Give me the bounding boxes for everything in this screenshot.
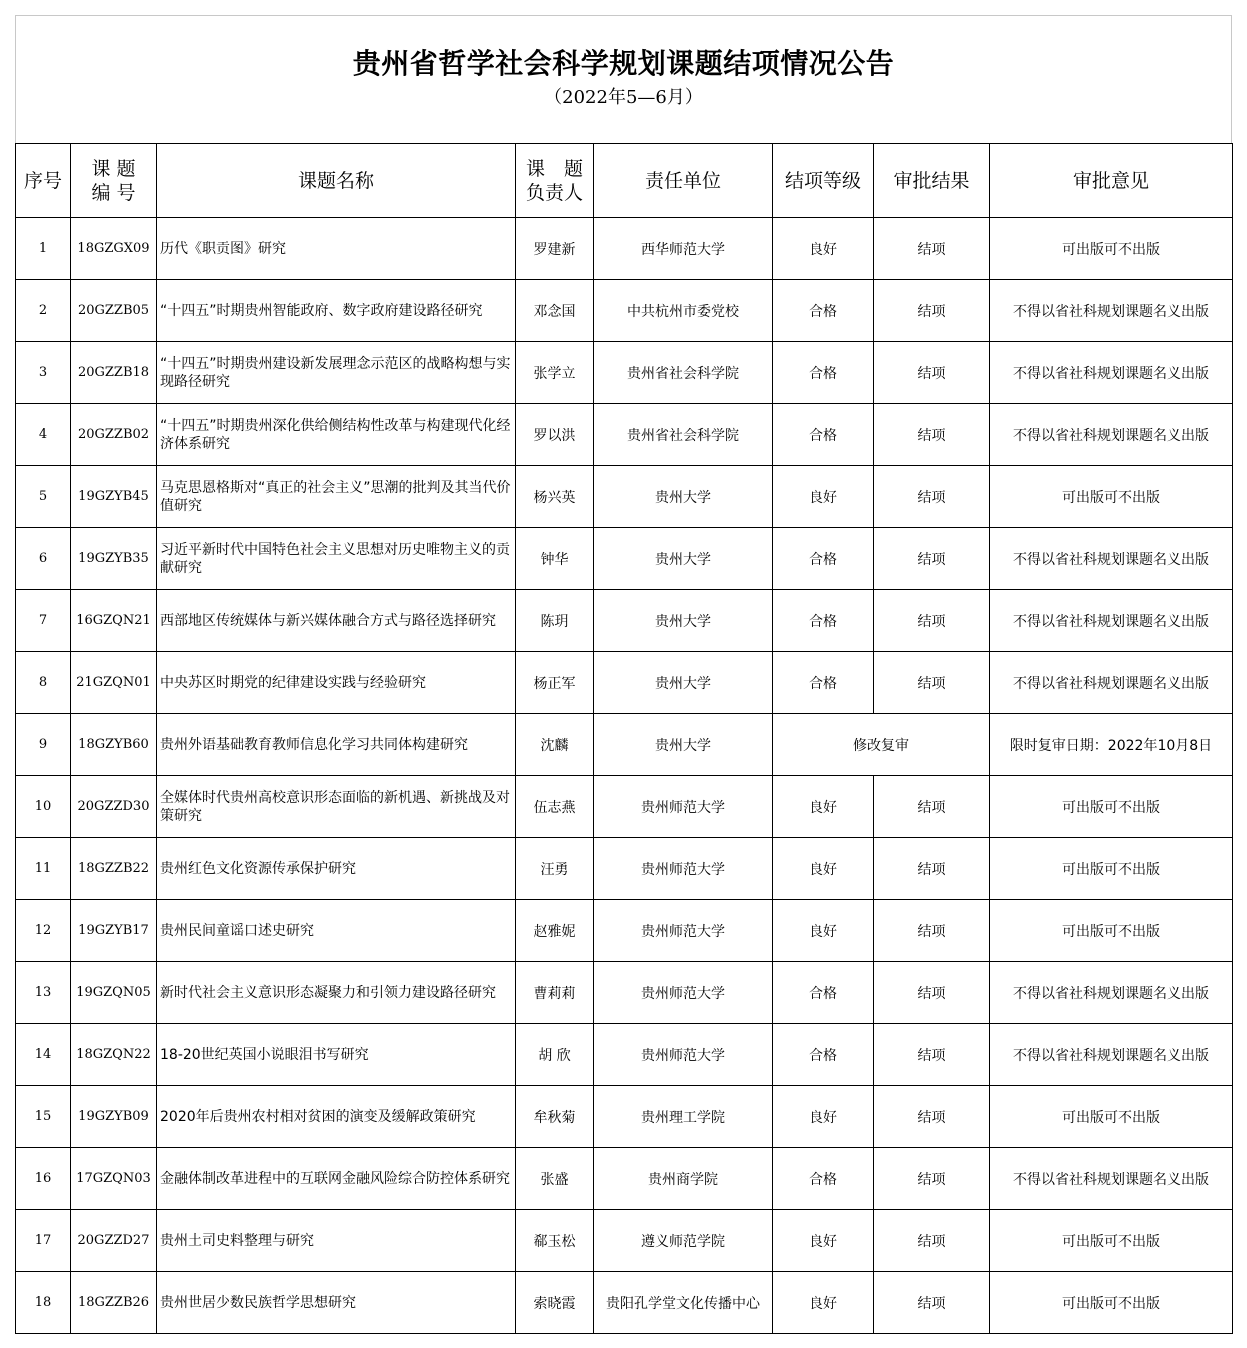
table-row bbox=[16, 652, 1233, 714]
table-row bbox=[16, 590, 1233, 652]
cell-opinion: 可出版可不出版 bbox=[990, 1272, 1233, 1334]
cell-code: 19GZQN05 bbox=[71, 962, 157, 1024]
cell-name: 贵州红色文化资源传承保护研究 bbox=[157, 838, 516, 900]
page-title: 贵州省哲学社会科学规划课题结项情况公告 bbox=[352, 47, 895, 80]
table-header-row bbox=[16, 144, 1233, 218]
cell-leader: 罗以洪 bbox=[516, 404, 594, 466]
cell-result: 结项 bbox=[874, 776, 990, 838]
cell-name: 贵州民间童谣口述史研究 bbox=[157, 900, 516, 962]
cell-opinion: 可出版可不出版 bbox=[990, 1210, 1233, 1272]
cell-leader: 赵雅妮 bbox=[516, 900, 594, 962]
cell-opinion: 可出版可不出版 bbox=[990, 776, 1233, 838]
cell-opinion: 可出版可不出版 bbox=[990, 218, 1233, 280]
header-code: 课 题 编 号 bbox=[71, 144, 157, 218]
cell-grade: 合格 bbox=[773, 280, 874, 342]
cell-grade: 良好 bbox=[773, 1210, 874, 1272]
cell-seq: 4 bbox=[16, 404, 71, 466]
cell-name: “十四五”时期贵州建设新发展理念示范区的战略构想与实现路径研究 bbox=[157, 342, 516, 404]
table-row bbox=[16, 1272, 1233, 1334]
cell-result: 结项 bbox=[874, 1272, 990, 1334]
cell-unit: 贵州师范大学 bbox=[594, 776, 773, 838]
cell-opinion: 不得以省社科规划课题名义出版 bbox=[990, 404, 1233, 466]
cell-seq: 6 bbox=[16, 528, 71, 590]
table-row bbox=[16, 1148, 1233, 1210]
cell-result: 结项 bbox=[874, 280, 990, 342]
cell-grade: 良好 bbox=[773, 218, 874, 280]
cell-leader: 罗建新 bbox=[516, 218, 594, 280]
cell-unit: 贵州大学 bbox=[594, 528, 773, 590]
cell-code: 21GZQN01 bbox=[71, 652, 157, 714]
cell-result: 结项 bbox=[874, 1210, 990, 1272]
cell-name: 全媒体时代贵州高校意识形态面临的新机遇、新挑战及对策研究 bbox=[157, 776, 516, 838]
cell-unit: 贵州大学 bbox=[594, 714, 773, 776]
cell-result: 结项 bbox=[874, 590, 990, 652]
cell-leader: 牟秋菊 bbox=[516, 1086, 594, 1148]
table-row bbox=[16, 962, 1233, 1024]
cell-code: 18GZYB60 bbox=[71, 714, 157, 776]
cell-opinion: 不得以省社科规划课题名义出版 bbox=[990, 280, 1233, 342]
cell-unit: 贵州大学 bbox=[594, 652, 773, 714]
cell-unit: 贵州大学 bbox=[594, 466, 773, 528]
cell-grade: 合格 bbox=[773, 342, 874, 404]
cell-name: 18-20世纪英国小说眼泪书写研究 bbox=[157, 1024, 516, 1086]
cell-unit: 贵州商学院 bbox=[594, 1148, 773, 1210]
cell-code: 18GZZB22 bbox=[71, 838, 157, 900]
cell-seq: 12 bbox=[16, 900, 71, 962]
table-row bbox=[16, 900, 1233, 962]
cell-seq: 5 bbox=[16, 466, 71, 528]
cell-grade: 合格 bbox=[773, 590, 874, 652]
cell-leader: 钟华 bbox=[516, 528, 594, 590]
cell-seq: 9 bbox=[16, 714, 71, 776]
cell-leader: 张学立 bbox=[516, 342, 594, 404]
cell-opinion: 不得以省社科规划课题名义出版 bbox=[990, 652, 1233, 714]
cell-result: 结项 bbox=[874, 342, 990, 404]
cell-name: 2020年后贵州农村相对贫困的演变及缓解政策研究 bbox=[157, 1086, 516, 1148]
cell-opinion: 限时复审日期：2022年10月8日 bbox=[990, 714, 1233, 776]
cell-leader: 曹莉莉 bbox=[516, 962, 594, 1024]
cell-opinion: 可出版可不出版 bbox=[990, 466, 1233, 528]
cell-opinion: 可出版可不出版 bbox=[990, 1086, 1233, 1148]
cell-code: 18GZGX09 bbox=[71, 218, 157, 280]
cell-code: 19GZYB35 bbox=[71, 528, 157, 590]
cell-unit: 贵州省社会科学院 bbox=[594, 404, 773, 466]
cell-grade: 合格 bbox=[773, 1148, 874, 1210]
cell-unit: 中共杭州市委党校 bbox=[594, 280, 773, 342]
cell-code: 19GZYB17 bbox=[71, 900, 157, 962]
cell-code: 19GZYB09 bbox=[71, 1086, 157, 1148]
cell-opinion: 可出版可不出版 bbox=[990, 838, 1233, 900]
cell-leader: 沈麟 bbox=[516, 714, 594, 776]
cell-code: 16GZQN21 bbox=[71, 590, 157, 652]
cell-opinion: 不得以省社科规划课题名义出版 bbox=[990, 962, 1233, 1024]
cell-grade: 合格 bbox=[773, 528, 874, 590]
cell-leader: 郗玉松 bbox=[516, 1210, 594, 1272]
cell-unit: 遵义师范学院 bbox=[594, 1210, 773, 1272]
cell-leader: 杨正军 bbox=[516, 652, 594, 714]
cell-seq: 3 bbox=[16, 342, 71, 404]
cell-seq: 10 bbox=[16, 776, 71, 838]
cell-seq: 15 bbox=[16, 1086, 71, 1148]
cell-result: 结项 bbox=[874, 1024, 990, 1086]
table-row bbox=[16, 838, 1233, 900]
projects-table bbox=[15, 143, 1233, 1334]
cell-grade: 良好 bbox=[773, 900, 874, 962]
cell-grade: 良好 bbox=[773, 1272, 874, 1334]
cell-name: 金融体制改革进程中的互联网金融风险综合防控体系研究 bbox=[157, 1148, 516, 1210]
cell-leader: 邓念国 bbox=[516, 280, 594, 342]
cell-result: 结项 bbox=[874, 962, 990, 1024]
cell-leader: 杨兴英 bbox=[516, 466, 594, 528]
cell-unit: 贵州大学 bbox=[594, 590, 773, 652]
cell-grade: 合格 bbox=[773, 404, 874, 466]
cell-seq: 16 bbox=[16, 1148, 71, 1210]
cell-code: 20GZZB05 bbox=[71, 280, 157, 342]
header-name: 课题名称 bbox=[157, 144, 516, 218]
cell-name: 贵州外语基础教育教师信息化学习共同体构建研究 bbox=[157, 714, 516, 776]
title-box bbox=[15, 15, 1232, 143]
cell-opinion: 不得以省社科规划课题名义出版 bbox=[990, 528, 1233, 590]
cell-result: 结项 bbox=[874, 528, 990, 590]
cell-grade: 良好 bbox=[773, 776, 874, 838]
cell-seq: 17 bbox=[16, 1210, 71, 1272]
cell-name: 贵州世居少数民族哲学思想研究 bbox=[157, 1272, 516, 1334]
cell-name: “十四五”时期贵州智能政府、数字政府建设路径研究 bbox=[157, 280, 516, 342]
cell-name: 历代《职贡图》研究 bbox=[157, 218, 516, 280]
header-grade: 结项等级 bbox=[773, 144, 874, 218]
cell-unit: 贵阳孔学堂文化传播中心 bbox=[594, 1272, 773, 1334]
cell-result: 结项 bbox=[874, 404, 990, 466]
cell-result: 结项 bbox=[874, 1086, 990, 1148]
table-row bbox=[16, 466, 1233, 528]
cell-seq: 18 bbox=[16, 1272, 71, 1334]
cell-code: 20GZZD30 bbox=[71, 776, 157, 838]
cell-grade: 合格 bbox=[773, 1024, 874, 1086]
cell-result: 结项 bbox=[874, 900, 990, 962]
cell-unit: 贵州省社会科学院 bbox=[594, 342, 773, 404]
cell-name: 中央苏区时期党的纪律建设实践与经验研究 bbox=[157, 652, 516, 714]
cell-opinion: 不得以省社科规划课题名义出版 bbox=[990, 1148, 1233, 1210]
cell-grade: 合格 bbox=[773, 962, 874, 1024]
cell-code: 18GZQN22 bbox=[71, 1024, 157, 1086]
cell-leader: 张盛 bbox=[516, 1148, 594, 1210]
header-result: 审批结果 bbox=[874, 144, 990, 218]
cell-name: 马克思恩格斯对“真正的社会主义”思潮的批判及其当代价值研究 bbox=[157, 466, 516, 528]
cell-name: 新时代社会主义意识形态凝聚力和引领力建设路径研究 bbox=[157, 962, 516, 1024]
table-row bbox=[16, 1210, 1233, 1272]
table-row bbox=[16, 776, 1233, 838]
cell-leader: 汪勇 bbox=[516, 838, 594, 900]
cell-leader: 索晓霞 bbox=[516, 1272, 594, 1334]
table-row bbox=[16, 342, 1233, 404]
cell-grade: 良好 bbox=[773, 466, 874, 528]
cell-result: 结项 bbox=[874, 466, 990, 528]
header-seq: 序号 bbox=[16, 144, 71, 218]
cell-seq: 1 bbox=[16, 218, 71, 280]
table-row bbox=[16, 280, 1233, 342]
table-row bbox=[16, 714, 1233, 776]
cell-unit: 贵州理工学院 bbox=[594, 1086, 773, 1148]
header-opinion: 审批意见 bbox=[990, 144, 1233, 218]
cell-seq: 11 bbox=[16, 838, 71, 900]
cell-seq: 13 bbox=[16, 962, 71, 1024]
cell-opinion: 不得以省社科规划课题名义出版 bbox=[990, 342, 1233, 404]
table-row bbox=[16, 404, 1233, 466]
cell-name: 西部地区传统媒体与新兴媒体融合方式与路径选择研究 bbox=[157, 590, 516, 652]
cell-result: 结项 bbox=[874, 838, 990, 900]
cell-name: 贵州土司史料整理与研究 bbox=[157, 1210, 516, 1272]
cell-grade: 合格 bbox=[773, 652, 874, 714]
cell-code: 19GZYB45 bbox=[71, 466, 157, 528]
cell-grade: 良好 bbox=[773, 838, 874, 900]
cell-seq: 8 bbox=[16, 652, 71, 714]
cell-result: 结项 bbox=[874, 218, 990, 280]
cell-result: 结项 bbox=[874, 652, 990, 714]
table-row bbox=[16, 1086, 1233, 1148]
cell-unit: 西华师范大学 bbox=[594, 218, 773, 280]
cell-leader: 胡 欣 bbox=[516, 1024, 594, 1086]
cell-unit: 贵州师范大学 bbox=[594, 962, 773, 1024]
cell-leader: 伍志燕 bbox=[516, 776, 594, 838]
cell-opinion: 不得以省社科规划课题名义出版 bbox=[990, 1024, 1233, 1086]
cell-opinion: 不得以省社科规划课题名义出版 bbox=[990, 590, 1233, 652]
cell-unit: 贵州师范大学 bbox=[594, 900, 773, 962]
cell-seq: 14 bbox=[16, 1024, 71, 1086]
cell-unit: 贵州师范大学 bbox=[594, 838, 773, 900]
cell-code: 20GZZB02 bbox=[71, 404, 157, 466]
header-unit: 责任单位 bbox=[594, 144, 773, 218]
cell-seq: 2 bbox=[16, 280, 71, 342]
cell-code: 20GZZD27 bbox=[71, 1210, 157, 1272]
announcement-sheet bbox=[15, 15, 1232, 1334]
cell-code: 18GZZB26 bbox=[71, 1272, 157, 1334]
cell-grade: 良好 bbox=[773, 1086, 874, 1148]
table-row bbox=[16, 218, 1233, 280]
cell-code: 17GZQN03 bbox=[71, 1148, 157, 1210]
cell-leader: 陈玥 bbox=[516, 590, 594, 652]
cell-merged-status: 修改复审 bbox=[773, 714, 990, 776]
cell-name: “十四五”时期贵州深化供给侧结构性改革与构建现代化经济体系研究 bbox=[157, 404, 516, 466]
cell-name: 习近平新时代中国特色社会主义思想对历史唯物主义的贡献研究 bbox=[157, 528, 516, 590]
header-leader: 课 题 负责人 bbox=[516, 144, 594, 218]
table-body bbox=[16, 218, 1233, 1334]
table-row bbox=[16, 1024, 1233, 1086]
cell-unit: 贵州师范大学 bbox=[594, 1024, 773, 1086]
page-subtitle: （2022年5—6月） bbox=[544, 87, 703, 108]
cell-code: 20GZZB18 bbox=[71, 342, 157, 404]
table-row bbox=[16, 528, 1233, 590]
cell-opinion: 可出版可不出版 bbox=[990, 900, 1233, 962]
cell-seq: 7 bbox=[16, 590, 71, 652]
cell-result: 结项 bbox=[874, 1148, 990, 1210]
